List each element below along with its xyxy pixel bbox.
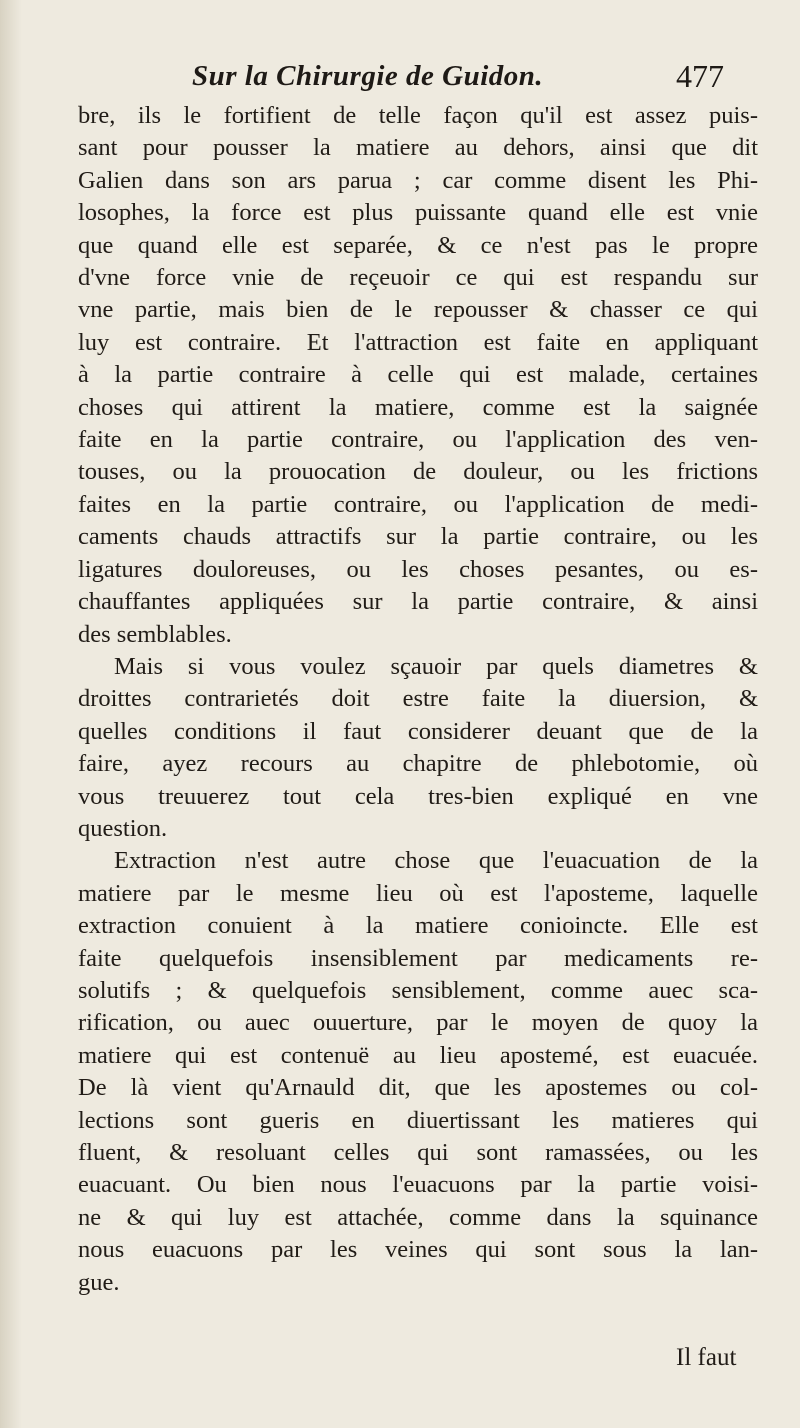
text-line: solutifs ; & quelquefois sensiblement, comme auec sca- [78, 976, 758, 1004]
page-header [0, 58, 800, 98]
text-line: bre, ils le fortifient de telle façon qu'il est assez puis- [78, 102, 758, 129]
text-line: vous treuuerez tout cela tres-bien expliqué en vne [78, 782, 758, 810]
paragraph [78, 100, 758, 651]
text-line: d'vne force vnie de reçeuoir ce qui est respandu sur [78, 264, 758, 292]
text-line: sant pour pousser la matiere au dehors, ainsi que dit [78, 134, 758, 162]
text-line: quelles conditions il faut considerer deuant que de la [78, 717, 758, 745]
text-line: ligatures douloreuses, ou les choses pesantes, ou es- [78, 555, 758, 583]
text-line: Extraction n'est autre chose que l'euacuation de la [114, 847, 758, 875]
text-line: euacuant. Ou bien nous l'euacuons par la partie voisi- [78, 1171, 758, 1199]
text-line: caments chauds attractifs sur la partie contraire, ou les [78, 523, 758, 551]
paragraph [78, 845, 758, 1299]
text-line: fluent, & resoluant celles qui sont ramassées, ou les [78, 1139, 758, 1166]
paragraph [78, 651, 758, 845]
text-line: à la partie contraire à celle qui est malade, certaines [78, 361, 758, 389]
text-line: losophes, la force est plus puissante quand elle est vnie [78, 199, 758, 227]
text-line: gue. [78, 1268, 120, 1296]
text-line: choses qui attirent la matiere, comme est la saignée [78, 393, 758, 421]
page-number: 477 [676, 58, 724, 94]
text-line: droittes contrarietés doit estre faite la diuersion, & [78, 685, 758, 713]
text-line: question. [78, 814, 168, 842]
text-line: touses, ou la prouocation de douleur, ou les frictions [78, 458, 758, 486]
body-text [78, 100, 758, 1299]
text-line: rification, ou auec ouuerture, par le moyen de quoy la [78, 1009, 758, 1037]
text-line: faite en la partie contraire, ou l'application des ven- [78, 426, 758, 454]
catchword: Il faut [676, 1344, 737, 1371]
text-line: chauffantes appliquées sur la partie contraire, & ainsi [78, 588, 758, 616]
text-line: luy est contraire. Et l'attraction est faite en appliquant [78, 328, 758, 356]
text-line: que quand elle est separée, & ce n'est pas le propre [78, 231, 758, 259]
text-line: extraction conuient à la matiere conioincte. Elle est [78, 912, 758, 940]
text-line: De là vient qu'Arnauld dit, que les apostemes ou col- [78, 1074, 758, 1102]
text-line: Galien dans son ars parua ; car comme disent les Phi- [78, 166, 758, 194]
text-line: nous euacuons par les veines qui sont sous la lan- [78, 1236, 758, 1264]
text-line: Mais si vous voulez sçauoir par quels diametres & [114, 652, 758, 680]
text-line: vne partie, mais bien de le repousser & chasser ce qui [78, 296, 758, 324]
running-head: Sur la Chirurgie de Guidon. [192, 60, 544, 92]
text-line: faire, ayez recours au chapitre de phlebotomie, où [78, 750, 758, 778]
text-line: faites en la partie contraire, ou l'application de medi- [78, 490, 758, 518]
text-line: matiere par le mesme lieu où est l'aposteme, laquelle [78, 879, 758, 907]
text-line: matiere qui est contenuë au lieu apostemé, est euacuée. [78, 1041, 758, 1069]
text-line: ne & qui luy est attachée, comme dans la squinance [78, 1203, 758, 1231]
text-line: lections sont gueris en diuertissant les matieres qui [78, 1106, 758, 1134]
text-line: des semblables. [78, 620, 232, 648]
text-line: faite quelquefois insensiblement par medicaments re- [78, 944, 758, 972]
